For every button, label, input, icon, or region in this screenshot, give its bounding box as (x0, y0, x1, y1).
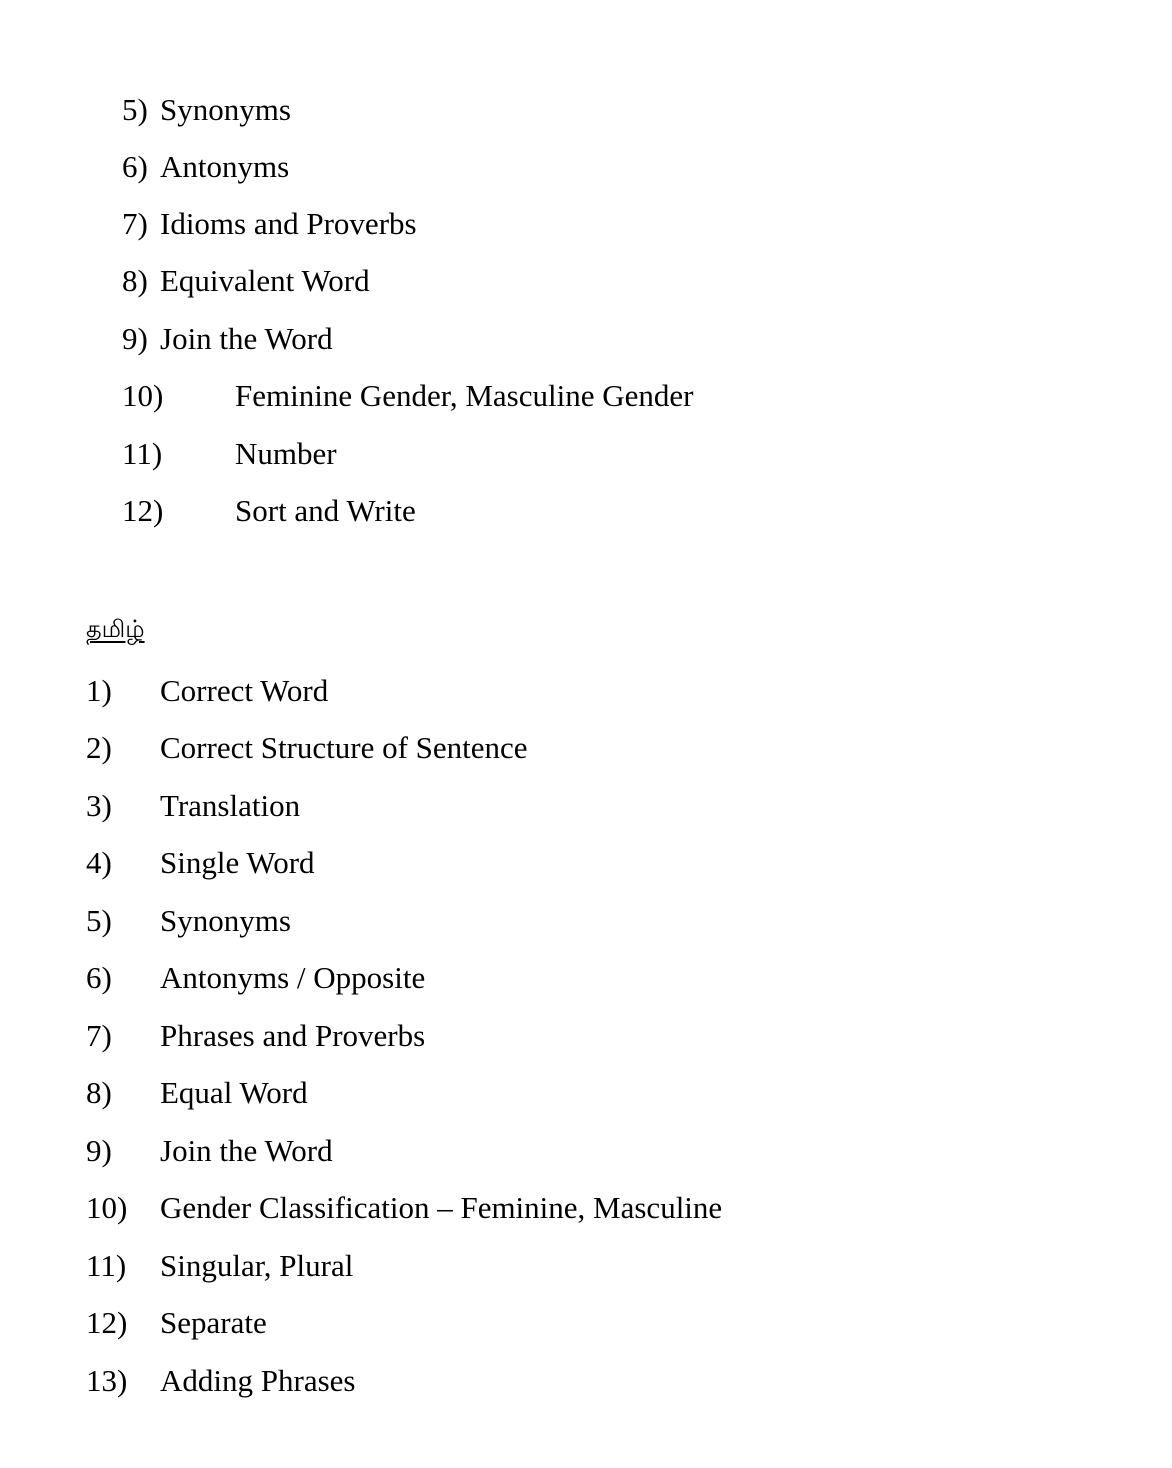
list-item-number: 7) (86, 1018, 112, 1053)
list-item-text: Equal Word (160, 1075, 308, 1110)
list-item-text: Number (235, 436, 337, 471)
list-item-text: Separate (160, 1305, 267, 1340)
list-item-number: 9) (122, 321, 148, 356)
list-item-text: Phrases and Proverbs (160, 1018, 426, 1053)
list-item-number: 1) (86, 673, 112, 708)
list-item-number: 13) (86, 1363, 128, 1398)
list-item-number: 9) (86, 1133, 112, 1168)
list-item-number: 11) (86, 1248, 127, 1283)
list-item-text: Antonyms / Opposite (160, 960, 426, 995)
list-item-number: 5) (122, 92, 148, 127)
section-heading-tamil: தமிழ் (86, 615, 145, 643)
list-item-text: Antonyms (160, 149, 290, 184)
list-item-text: Correct Structure of Sentence (160, 730, 528, 765)
list-item-number: 2) (86, 730, 112, 765)
list-item-number: 4) (86, 845, 112, 880)
list-item-text: Equivalent Word (160, 263, 370, 298)
list-item-text: Adding Phrases (160, 1363, 356, 1398)
list-item-number: 3) (86, 788, 112, 823)
list-item-number: 11) (122, 436, 163, 471)
list-item-number: 10) (122, 378, 164, 413)
list-item-text: Join the Word (160, 321, 333, 356)
list-item-number: 8) (122, 263, 148, 298)
list-item-number: 7) (122, 206, 148, 241)
list-item-text: Synonyms (160, 903, 291, 938)
list-item-text: Singular, Plural (160, 1248, 354, 1283)
list-item-number: 5) (86, 903, 112, 938)
list-item-number: 10) (86, 1190, 128, 1225)
list-item-text: Feminine Gender, Masculine Gender (235, 378, 694, 413)
list-item-number: 8) (86, 1075, 112, 1110)
list-item-text: Sort and Write (235, 493, 416, 528)
list-item-text: Translation (160, 788, 301, 823)
list-item-text: Correct Word (160, 673, 329, 708)
list-item-number: 6) (122, 149, 148, 184)
list-item-text: Synonyms (160, 92, 291, 127)
list-item-text: Idioms and Proverbs (160, 206, 417, 241)
list-item-number: 12) (122, 493, 164, 528)
list-item-number: 6) (86, 960, 112, 995)
list-item-text: Join the Word (160, 1133, 333, 1168)
list-item-text: Gender Classification – Feminine, Masculine (160, 1190, 723, 1225)
list-item-text: Single Word (160, 845, 315, 880)
list-item-number: 12) (86, 1305, 128, 1340)
